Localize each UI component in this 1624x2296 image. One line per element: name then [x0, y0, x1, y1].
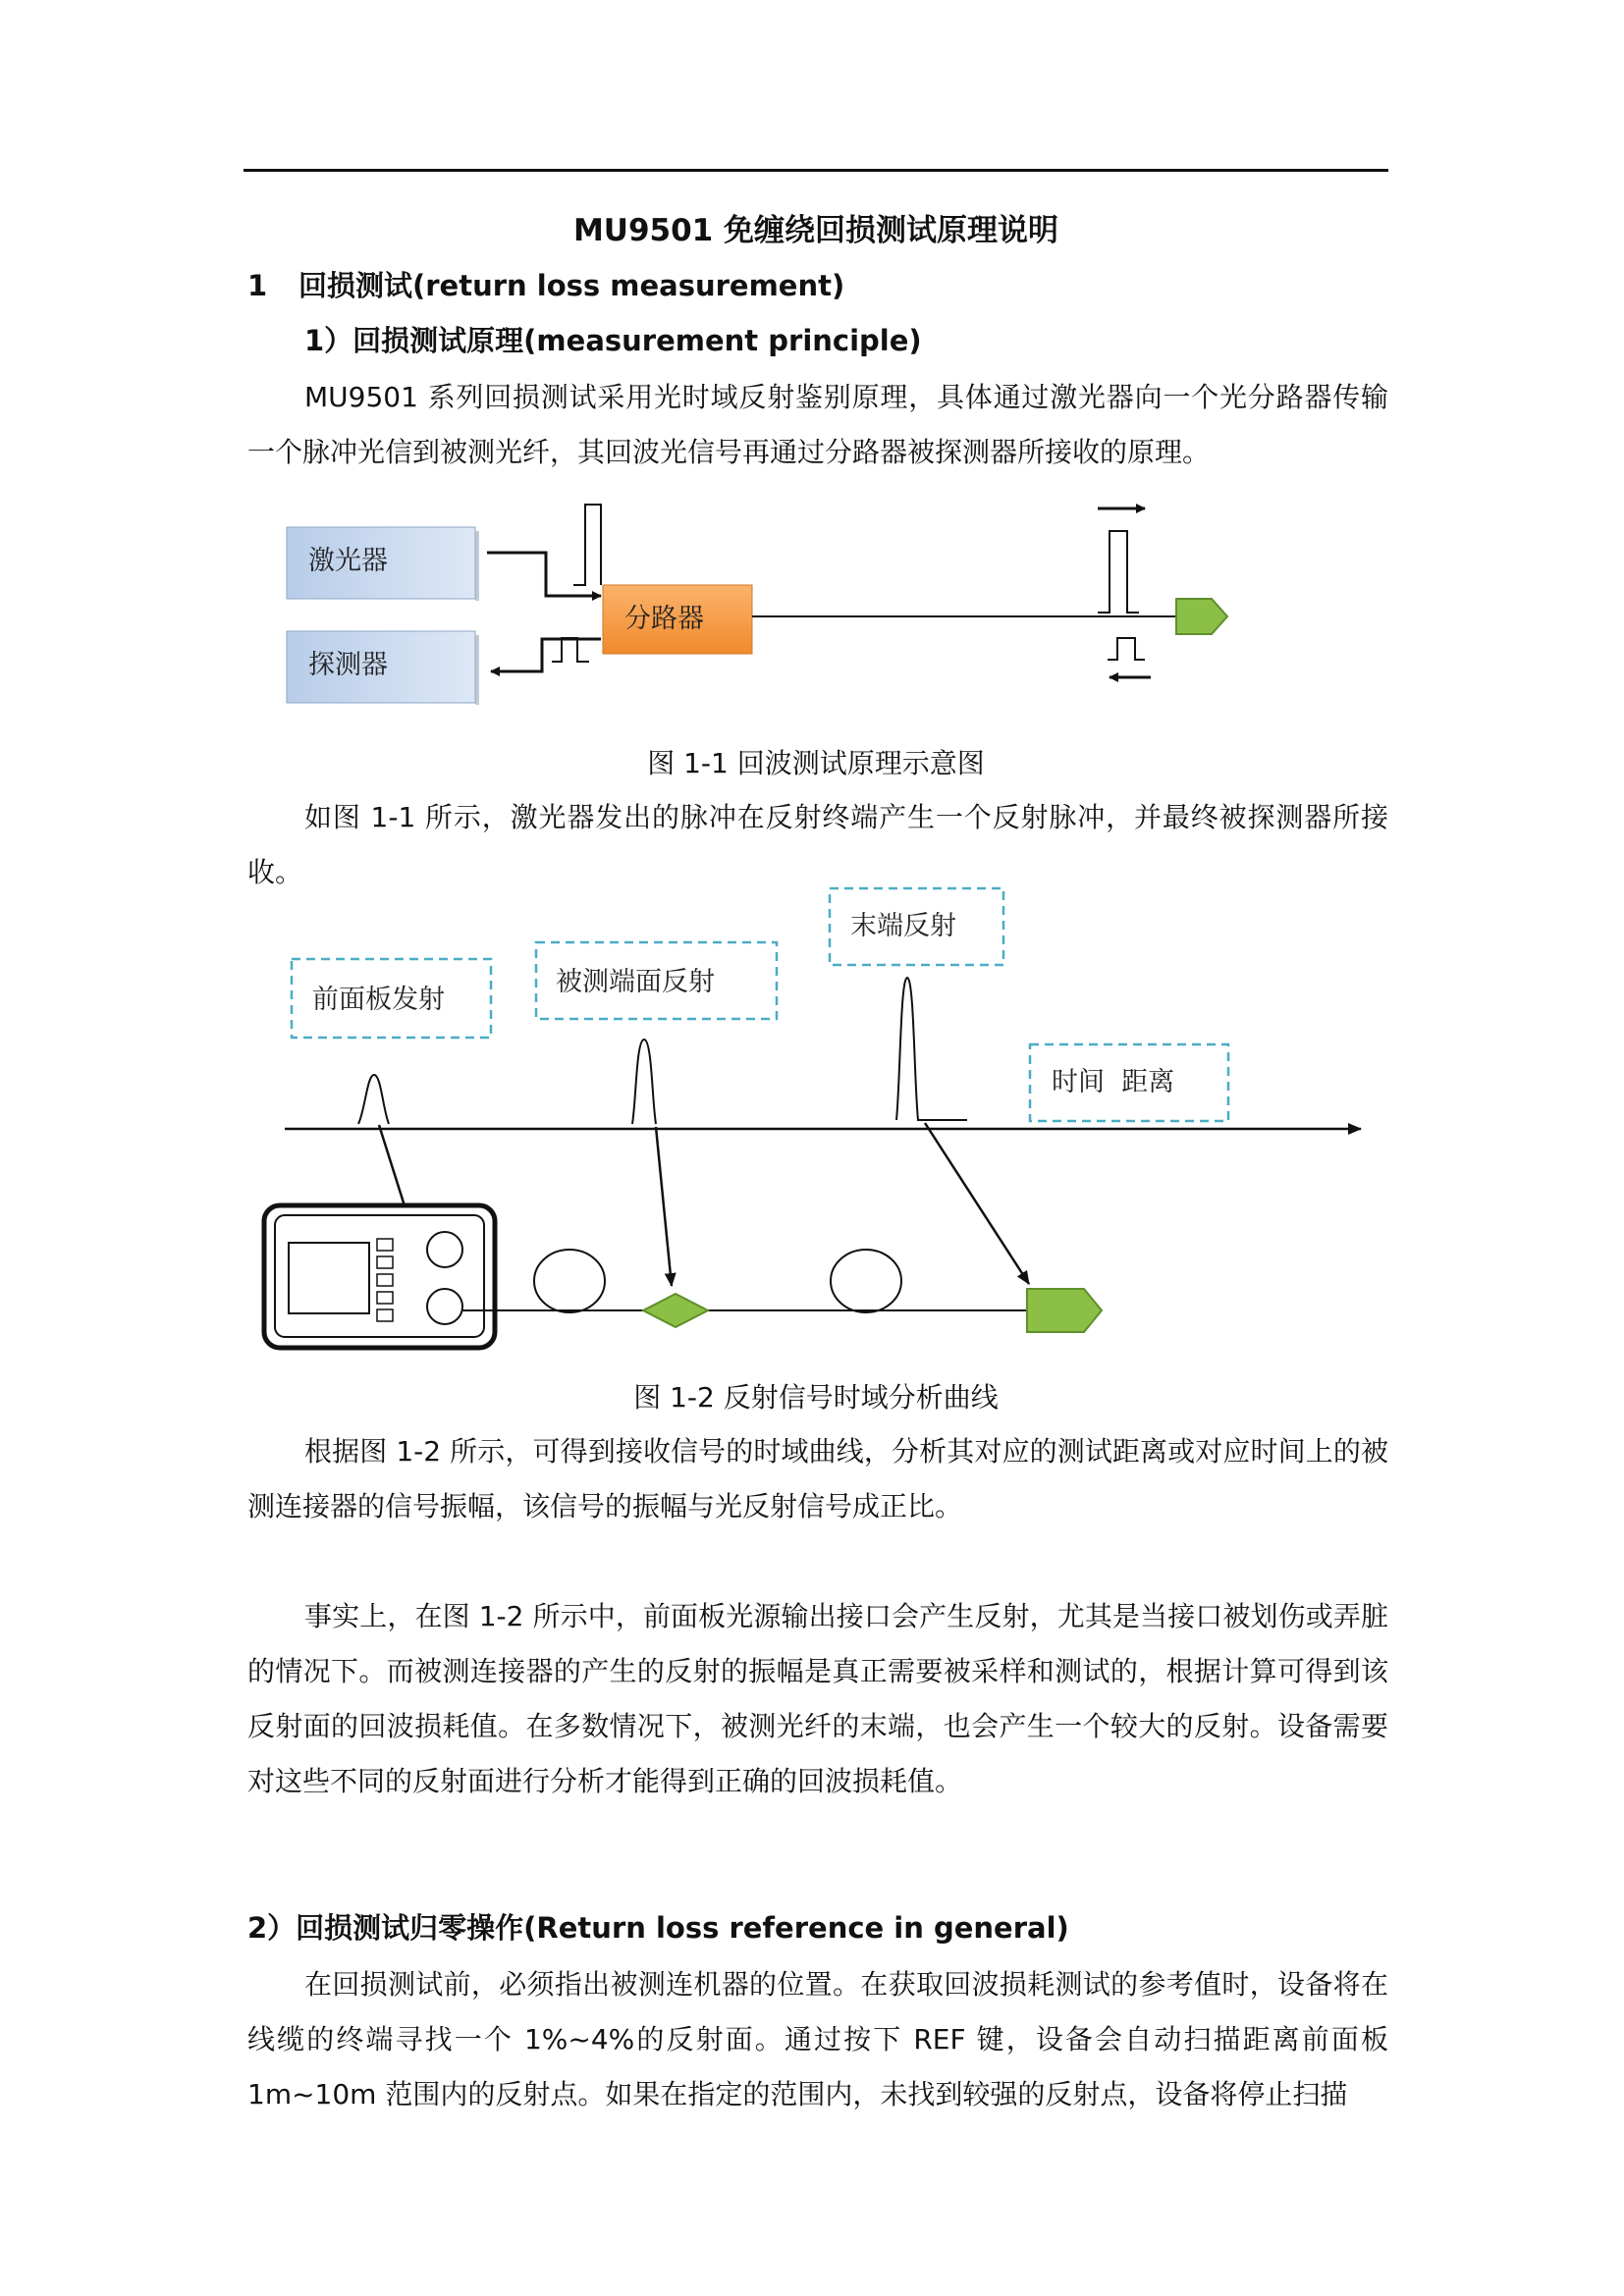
subsection-2-heading: 2）回损测试归零操作(Return loss reference in general)	[247, 1911, 1069, 1945]
paragraph-principle: MU9501 系列回损测试采用光时域反射鉴别原理，具体通过激光器向一个光分路器传输一个脉冲光信到被测光纤，其回波光信号再通过分路器被探测器所接收的原理。	[247, 381, 1388, 468]
fiber-coil-2	[831, 1250, 901, 1312]
laser-label: 激光器	[308, 546, 388, 576]
splitter-to-detector-path	[491, 639, 601, 671]
return-pulse	[552, 638, 589, 662]
outgoing-pulse	[573, 505, 601, 585]
far-end-peak	[896, 978, 967, 1120]
figure-1-1-caption: 图 1-1 回波测试原理示意图	[647, 747, 985, 779]
fiber-end-connector	[1176, 599, 1227, 634]
splitter-label: 分路器	[624, 604, 704, 634]
section-title: 回损测试(return loss measurement)	[298, 269, 845, 302]
figure-1-2-caption: 图 1-2 反射信号时域分析曲线	[633, 1381, 999, 1414]
paragraph-figure-1-1-explain: 如图 1-1 所示，激光器发出的脉冲在反射终端产生一个反射脉冲，并最终被探测器所接收。	[247, 801, 1388, 888]
forward-pulse	[1098, 531, 1139, 613]
reflected-pulse	[1108, 638, 1145, 660]
time-distance-label: 时间 距离	[1052, 1067, 1175, 1097]
dut-end-label: 被测端面反射	[556, 967, 715, 997]
detector-label: 探测器	[308, 650, 388, 680]
far-end-connector	[1027, 1289, 1102, 1332]
far-end-label: 末端反射	[850, 911, 956, 941]
far-end-arrow	[925, 1123, 1029, 1284]
laser-to-splitter-path	[487, 553, 601, 596]
figure-1-1	[0, 0, 1624, 746]
figure-1-2	[0, 864, 1624, 1374]
page-title: MU9501 免缠绕回损测试原理说明	[572, 213, 1059, 248]
dut-end-arrow	[656, 1127, 672, 1286]
paragraph-figure-1-2-explain: 根据图 1-2 所示，可得到接收信号的时域曲线，分析其对应的测试距离或对应时间上的被测连接器的信号振幅，该信号的振幅与光反射信号成正比。	[247, 1435, 1388, 1522]
dut-connector	[643, 1294, 708, 1327]
dut-end-peak	[632, 1040, 656, 1124]
paragraph-reflection-analysis: 事实上，在图 1-2 所示中，前面板光源输出接口会产生反射，尤其是当接口被划伤或弄脏的情况下。而被测连接器的产生的反射的振幅是真正需要被采样和测试的，根据计算可得到该反射面的回波损耗值。在多数情况下，被测光纤的末端，也会产生一个较大的反射。设备需要对这些不同的反射面进行分析才能得到正确的回波损耗值。	[247, 1600, 1388, 1797]
subsection-1-heading: 1）回损测试原理(measurement principle)	[304, 324, 922, 357]
front-panel-peak	[358, 1075, 389, 1124]
otdr-instrument	[264, 1205, 495, 1348]
fiber-coil-1	[534, 1250, 605, 1312]
paragraph-reference: 在回损测试前，必须指出被测连机器的位置。在获取回波损耗测试的参考值时，设备将在线缆的终端寻找一个 1%~4%的反射面。通过按下 REF 键，设备会自动扫描距离前面板 1m~10m 范围内的反射点。如果在指定的范围内，未找到较强的反射点，设备将停止扫描	[247, 1968, 1388, 2110]
front-panel-label: 前面板发射	[312, 985, 445, 1015]
section-number: 1	[247, 269, 268, 302]
